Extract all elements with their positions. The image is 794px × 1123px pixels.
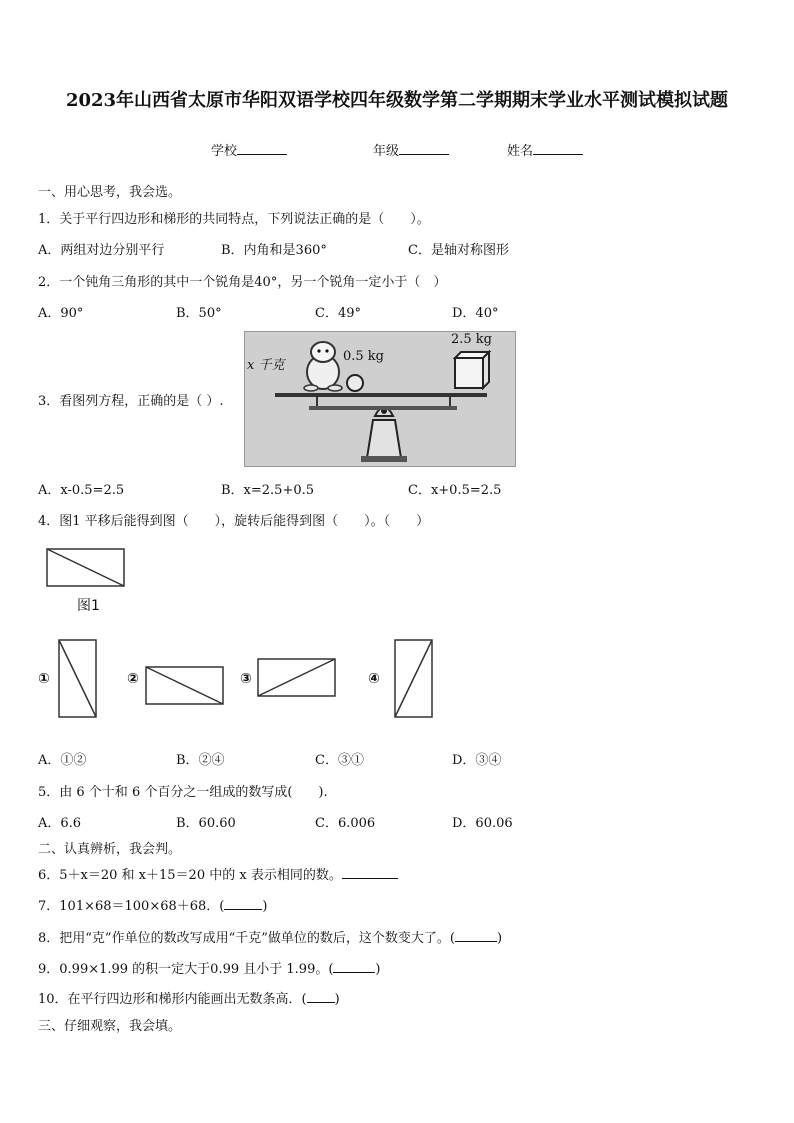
q1-option-a[interactable]: A．两组对边分别平行 (38, 243, 165, 258)
q10-close-paren: ) (334, 992, 340, 1007)
q10-answer-blank[interactable] (307, 990, 335, 1003)
q2-option-c[interactable]: C．49° (315, 306, 361, 321)
toy-dog-icon (304, 342, 342, 391)
question-7 (38, 895, 267, 914)
q2-option-a[interactable]: A．90° (38, 306, 84, 321)
question-4: 4．图1 平移后能得到图（ ），旋转后能得到图（ ）。（ ） (38, 514, 430, 529)
fig-ball-label: 0.5 kg (343, 349, 385, 364)
q4-option-c[interactable]: C．③① (315, 753, 364, 768)
q8-close-paren: ) (496, 931, 503, 946)
question-10-text: 10．在平行四边形和梯形内能画出无数条高．( (38, 992, 307, 1007)
question-7-text: 7．101×68＝100×68＋68．( (38, 899, 225, 914)
q4-option-d[interactable]: D．③④ (452, 753, 502, 768)
ball-icon (347, 375, 363, 391)
q5-option-c[interactable]: C．6.006 (315, 816, 376, 831)
question-3: 3．看图列方程，正确的是（ ）. (38, 394, 224, 409)
q3-option-a[interactable]: A．x-0.5=2.5 (38, 483, 125, 498)
q9-answer-blank[interactable] (333, 960, 375, 973)
q3-option-b[interactable]: B．x=2.5+0.5 (221, 483, 315, 498)
section-2-heading: 二、认真辨析，我会判。 (38, 842, 182, 857)
page-title: 2023年山西省太原市华阳双语学校四年级数学第二学期期末学业水平测试模拟试题 (65, 90, 729, 111)
section-1-heading: 一、用心思考，我会选。 (38, 185, 182, 200)
grade-field (373, 140, 449, 159)
grade-blank[interactable] (399, 142, 449, 155)
q1-option-c[interactable]: C．是轴对称图形 (408, 243, 509, 258)
q5-option-d[interactable]: D．60.06 (452, 816, 513, 831)
figure-1-label: 图1 (77, 598, 100, 614)
shape-2 (145, 666, 225, 706)
q6-answer-blank[interactable] (342, 866, 398, 879)
question-1: 1．关于平行四边形和梯形的共同特点，下列说法正确的是（ ）。 (38, 212, 430, 227)
school-blank[interactable] (237, 142, 287, 155)
q9-close-paren: ) (375, 962, 381, 977)
name-blank[interactable] (533, 142, 583, 155)
figure-1-rect (46, 548, 126, 588)
school-label: 学校 (211, 144, 238, 159)
q4-option-b[interactable]: B．②④ (176, 753, 225, 768)
q2-option-d[interactable]: D．40° (452, 306, 499, 321)
q8-answer-blank[interactable] (455, 929, 497, 942)
question-9 (38, 958, 381, 977)
question-9-text: 9．0.99×1.99 的积一定大于0.99 且小于 1.99。( (38, 962, 334, 977)
shape-3-number: ③ (240, 671, 252, 687)
q3-option-c[interactable]: C．x+0.5=2.5 (408, 483, 502, 498)
fig-x-label: x 千克 (247, 358, 285, 373)
grade-label: 年级 (373, 144, 400, 159)
shape-4 (394, 639, 434, 719)
section-3-heading: 三、仔细观察，我会填。 (38, 1019, 182, 1034)
q2-option-b[interactable]: B．50° (176, 306, 222, 321)
q4-option-a[interactable]: A．①② (38, 753, 87, 768)
question-8-text: 8．把用“克”作单位的数改写成用“千克”做单位的数后，这个数变大了。( (38, 931, 455, 946)
shape-2-number: ② (127, 671, 139, 687)
q7-close-paren: ) (262, 899, 268, 914)
question-8 (38, 927, 502, 946)
q7-answer-blank[interactable] (224, 897, 262, 910)
shape-4-number: ④ (368, 671, 380, 687)
question-6 (38, 864, 398, 883)
school-field (211, 140, 287, 159)
fig-box-label: 2.5 kg (451, 332, 493, 347)
q5-option-b[interactable]: B．60.60 (176, 816, 236, 831)
balance-scale-figure (244, 331, 516, 467)
question-5: 5．由 6 个十和 6 个百分之一组成的数写成( ). (38, 785, 328, 800)
shape-1 (58, 639, 98, 719)
question-2: 2．一个钝角三角形的其中一个锐角是40°，另一个锐角一定小于（ ） (38, 275, 447, 290)
name-label: 姓名 (507, 144, 534, 159)
name-field (507, 140, 583, 159)
question-10 (38, 988, 340, 1007)
box-icon (455, 352, 489, 388)
q5-option-a[interactable]: A．6.6 (38, 816, 82, 831)
shape-1-number: ① (38, 671, 50, 687)
shape-3 (257, 658, 337, 698)
q1-option-b[interactable]: B．内角和是360° (221, 243, 327, 258)
question-6-text: 6．5＋x＝20 和 x＋15＝20 中的 x 表示相同的数。 (38, 868, 342, 883)
